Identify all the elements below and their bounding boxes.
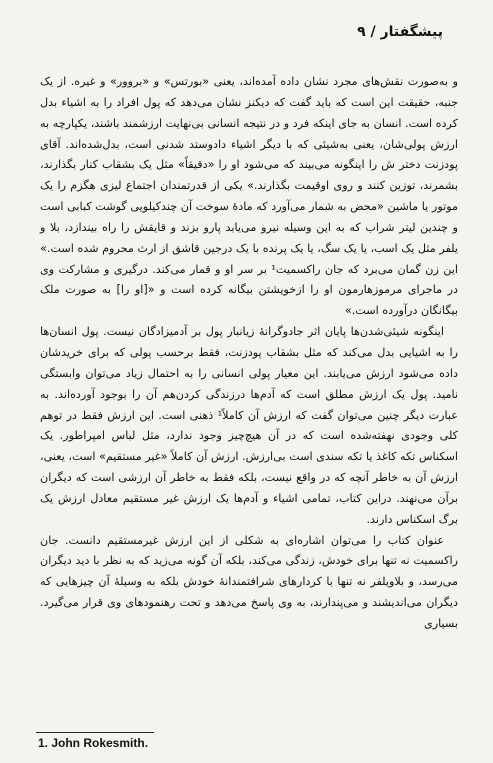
- body-text: [40, 72, 458, 635]
- paragraph-1: و به‌صورت نقش‌های مجرد نشان داده آمده‌اند، یعنی «بورتس» و «بروور» و غیره. از یک جنبه، حقیقت این است که باید گفت که دیکنز نشان می‌دهد که پول افراد را به اشیاء بدل کرده است. انسان به جای اینکه فرد و در نتیجه انسانی بی‌نهایت ارزشمند باشند، یکپارچه به ارزش پولی‌شان، یعنی به‌شیئی که با دیگر اشیاء دادوستد شدنی است، بدل‌شده‌اند. آقای پودزنت دختر ش را اینگونه می‌بیند که می‌شود او را «دقیقاً» مثل یک بشقاب کنار بگذارند، بشمرند، توزین کنند و روی اوقیمت بگذارند.» یکی از قدرتمندان اجتماع لیزی هگزم را یک موتور یا ماشین «محض به شمار می‌آورد که مادهٔ سوخت آن چندکیلویی گوشت کبابی است و چندین لیتر شراب که به این وسیله نیرو می‌یابد پارو بزند و قایقش را راه بیندازد، بلا و یلفر مثل یک اسب، یا یک سگ، یا یک پرنده با یک درجین قاشق از ارث محروم شده است.» این زن گمان می‌برد که جان راکسمیت¹ بر سر او و قمار می‌کند. درگیری و مشارکت وی در ماجرای مرموزهارمون او را ازخویشتن بیگانه کرده است و «[او را] به صورت ملک بیگانگان درآورده است.»: [40, 75, 458, 318]
- paragraph-3: عنوان کتاب را می‌توان اشاره‌ای به شکلی از این ارزش غیرمستقیم دانست. جان راکسمیت نه تنها برای خودش، زندگی می‌کند، بلکه آن گونه می‌زید که به نظر با دید دیگران می‌رسد، و بلاویلفر نه تنها با کردارهای شرافتمندانهٔ خودش بلکه به وسیلهٔ آن چیزهایی که دیگران می‌اندیشند و می‌پندارند، به وی پاسخ می‌دهد و تحت رهنمودهای وی قرار می‌گیرد. بسیاری: [40, 533, 458, 630]
- running-header: پیشگفتار / ۹: [357, 24, 443, 40]
- paragraph-2: اینگونه شیئی‌شدن‌ها پایان اثر جادوگرانهٔ زیانبار پول بر آدمیزادگان نیست. پول انسان‌ها را به اشیایی بدل می‌کند که مثل بشقاب پودزنت، فقط برحسب پولی که برای خریدشان داده می‌شود ارزش می‌یابند. این معیار پولی انسانی را به احتمال زیاد می‌توان وابستگی نامید. پول یک ارزش مطلق است که آدم‌ها درزندگی کردن‌هم آن را بوجود آورده‌اند. به عبارت دیگر چنین می‌توان گفت که ارزش آن کاملاً¹ ذهنی است. این ارزش فقط در توهم کلی وجودی نهفته‌شده است که در آن هیچ‌چیز وجود ندارد، مثل لباس امپراطور. یک اسکناس تکه کاغذ یا تکه سندی است بی‌ارزش. ارزش آن کاملاً «غیر مستقیم» است، یعنی، ارزش آن به خاطر آنچه که در واقع نیست، بلکه فقط به خاطر آن ارزشی است که دیگران برآن می‌نهند. دراین کتاب، تمامی اشیاء و آدم‌ها یک ارزش غیر مستقیم معادل ارزش یک برگ اسکناس دارند.: [40, 325, 458, 526]
- footnote: 1. John Rokesmith.: [38, 736, 149, 750]
- footnote-rule: [36, 732, 154, 733]
